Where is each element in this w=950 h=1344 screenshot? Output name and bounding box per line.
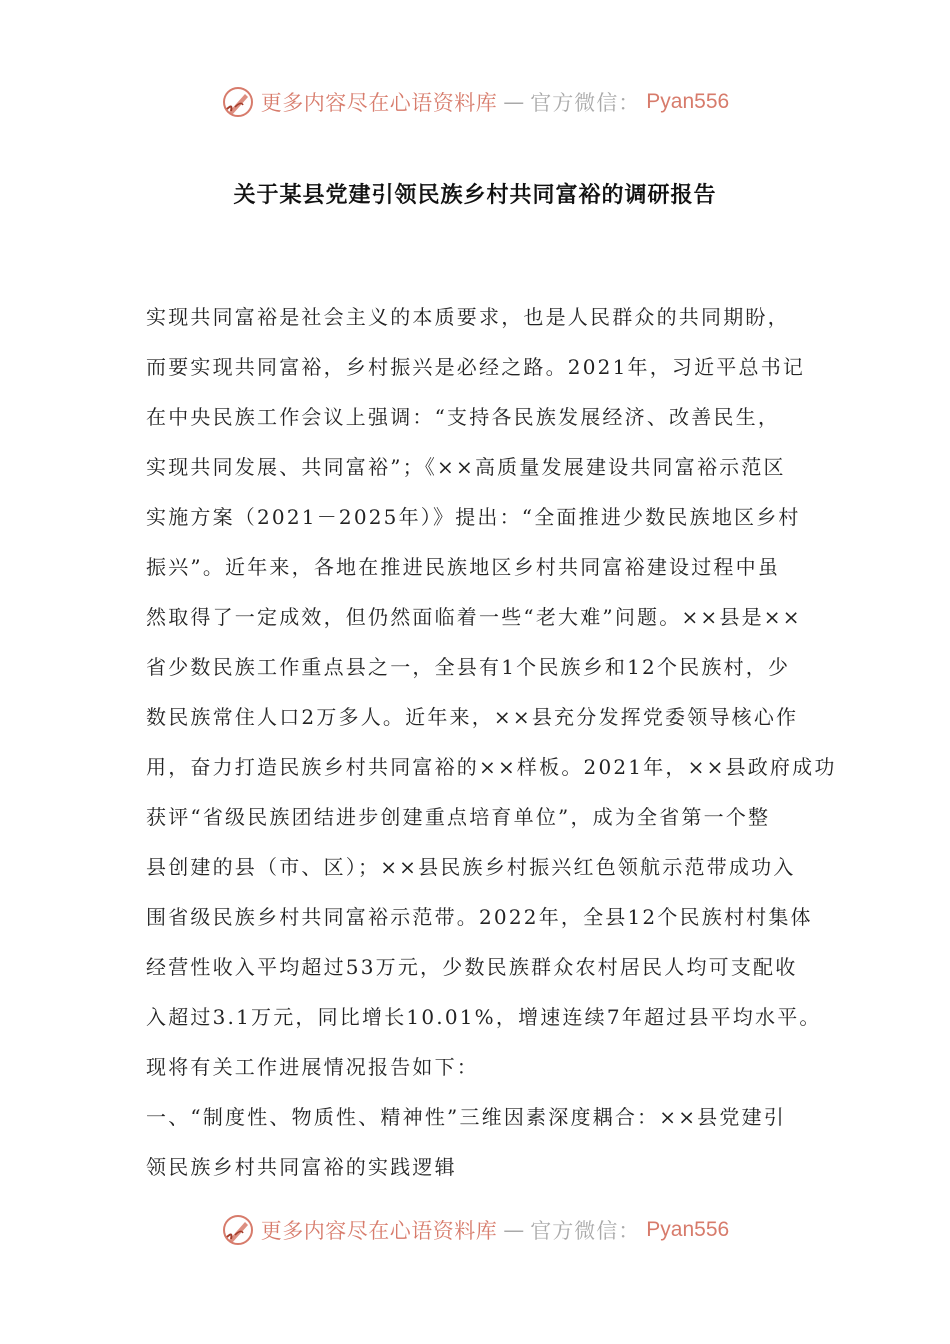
pen-logo-icon	[221, 1213, 255, 1247]
watermark-sub-text: 官方微信：	[530, 1219, 641, 1243]
body-line: 入超过3.1万元，同比增长10.01%，增速连续7年超过县平均水平。	[146, 1005, 822, 1029]
section-heading-line: 一、“制度性、物质性、精神性”三维因素深度耦合：××县党建引	[146, 1105, 786, 1129]
watermark-header	[0, 82, 950, 122]
body-line: 现将有关工作进展情况报告如下：	[146, 1055, 479, 1079]
watermark-wechat-id: Pyan556	[646, 1218, 730, 1241]
watermark-main-text: 更多内容尽在心语资料库	[260, 91, 498, 115]
body-line: 振兴”。近年来，各地在推进民族地区乡村共同富裕建设过程中虽	[146, 555, 781, 579]
document-title: 关于某县党建引领民族乡村共同富裕的调研报告	[233, 183, 717, 208]
body-line: 然取得了一定成效，但仍然面临着一些“老大难”问题。××县是××	[146, 605, 802, 629]
body-line: 县创建的县（市、区）；××县民族乡村振兴红色领航示范带成功入	[146, 855, 796, 879]
body-line: 而要实现共同富裕，乡村振兴是必经之路。2021年，习近平总书记	[146, 355, 806, 379]
body-line: 获评“省级民族团结进步创建重点培育单位”，成为全省第一个整	[146, 805, 771, 829]
document-body	[146, 292, 837, 1192]
body-line: 实施方案（2021－2025年）》提出：“全面推进少数民族地区乡村	[146, 505, 801, 529]
watermark-dash: —	[503, 1218, 525, 1242]
body-line: 实现共同发展、共同富裕”；《××高质量发展建设共同富裕示范区	[146, 455, 786, 479]
pen-logo-icon	[221, 85, 255, 119]
watermark-wechat-id: Pyan556	[646, 90, 730, 113]
body-line: 在中央民族工作会议上强调：“支持各民族发展经济、改善民生，	[146, 405, 781, 429]
watermark-dash: —	[503, 90, 525, 114]
watermark-footer	[0, 1210, 950, 1250]
watermark-main-text: 更多内容尽在心语资料库	[260, 1219, 498, 1243]
body-line: 围省级民族乡村共同富裕示范带。2022年，全县12个民族村村集体	[146, 905, 813, 929]
body-line: 省少数民族工作重点县之一，全县有1个民族乡和12个民族村，少	[146, 655, 791, 679]
section-heading-line: 领民族乡村共同富裕的实践逻辑	[146, 1155, 457, 1179]
body-line: 数民族常住人口2万多人。近年来，××县充分发挥党委领导核心作	[146, 705, 799, 729]
body-line: 实现共同富裕是社会主义的本质要求，也是人民群众的共同期盼，	[146, 305, 790, 329]
watermark-sub-text: 官方微信：	[530, 91, 641, 115]
body-line: 经营性收入平均超过53万元，少数民族群众农村居民人均可支配收	[146, 955, 798, 979]
body-line: 用，奋力打造民族乡村共同富裕的××样板。2021年，××县政府成功	[146, 755, 837, 779]
